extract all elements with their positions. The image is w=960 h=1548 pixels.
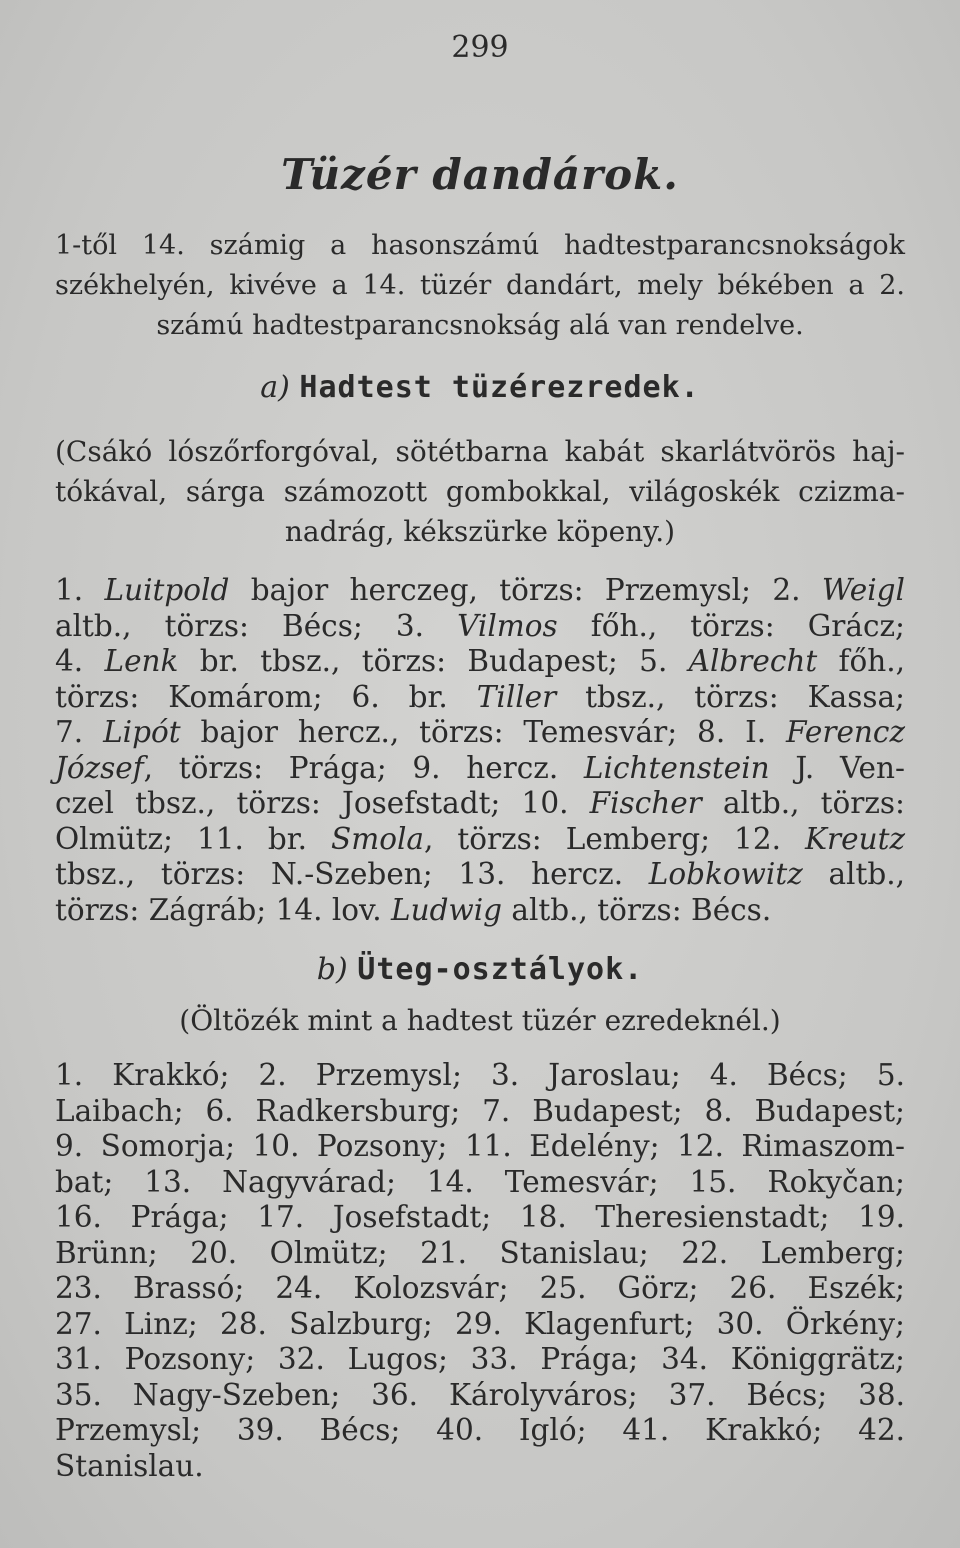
regiment-line (55, 786, 905, 822)
battery-line: 27. Linz; 28. Salzburg; 29. Klagenfurt; 30. Örkény; (55, 1306, 905, 1341)
text-run: tbsz., törzs: N.-Szeben; 13. hercz. (55, 857, 649, 891)
text-run: bajor hercz., törzs: Temesvár; 8. I. (180, 715, 787, 749)
intro-line: számú hadtestparancsnokság alá van rendelve. (156, 310, 804, 341)
intro-line: 1-től 14. számig a hasonszámú hadtestparancsnokságok (55, 230, 905, 261)
battery-line: 35. Nagy-Szeben; 36. Károlyváros; 37. Bécs; 38. (55, 1377, 905, 1412)
battery-line: 9. Somorja; 10. Pozsony; 11. Edelény; 12. Rimaszom- (55, 1129, 905, 1163)
text-run: főh., (817, 644, 905, 678)
name-run: Tiller (476, 679, 557, 714)
section-b-marker: b) (316, 952, 348, 987)
name-run: Fischer (589, 786, 702, 820)
name-run: Lobkowitz (648, 857, 803, 891)
name-run: Ludwig (390, 892, 503, 927)
battery-line: bat; 13. Nagyvárad; 14. Temesvár; 15. Rokyčan; (55, 1164, 905, 1199)
regiment-list (55, 573, 905, 928)
description-line: tókával, sárga számozott gombokkal, világoskék czizma- (55, 475, 905, 508)
description-line: (Csákó lószőrforgóval, sötétbarna kabát skarlátvörös haj- (55, 435, 905, 468)
regiment-line (55, 644, 905, 680)
text-run: , törzs: Prága; 9. hercz. (143, 750, 584, 785)
battery-line: 16. Prága; 17. Josefstadt; 18. Theresienstadt; 19. (55, 1200, 905, 1234)
text-run: főh., törzs: Grácz; (557, 608, 905, 643)
name-run: Kreutz (805, 821, 905, 856)
name-run: Luitpold (104, 573, 230, 607)
name-run: Ferencz (786, 715, 905, 749)
battery-line: Stanislau. (55, 1448, 204, 1483)
text-run: bajor herczeg, törzs: Przemysl; 2. (229, 573, 822, 607)
regiment-line (55, 893, 905, 929)
name-run: Albrecht (688, 644, 818, 678)
section-b-heading (0, 952, 960, 987)
text-run: tbsz., törzs: Kassa; (556, 679, 905, 714)
description-line: nadrág, kékszürke köpeny.) (284, 515, 676, 548)
text-run: altb., (802, 857, 905, 891)
text-run: , törzs: Lemberg; 12. (424, 821, 805, 856)
battery-line: Brünn; 20. Olmütz; 21. Stanislau; 22. Lemberg; (55, 1235, 905, 1270)
text-run: br. tbsz., törzs: Budapest; 5. (178, 644, 689, 678)
regiment-line (55, 573, 905, 609)
battery-line: Laibach; 6. Radkersburg; 7. Budapest; 8. Budapest; (55, 1093, 905, 1128)
battery-line: Przemysl; 39. Bécs; 40. Igló; 41. Krakkó; 42. (55, 1413, 905, 1447)
section-a-heading (0, 370, 960, 405)
text-run: J. Ven- (769, 750, 905, 785)
text-run: Olmütz; 11. br. (55, 821, 332, 856)
regiment-line (55, 680, 905, 716)
text-run: törzs: Komárom; 6. br. (55, 679, 477, 714)
section-a-marker: a) (260, 370, 290, 405)
section-a-description (55, 432, 905, 552)
regiment-line (55, 822, 905, 858)
battery-line: 31. Pozsony; 32. Lugos; 33. Prága; 34. Königgrätz; (55, 1342, 905, 1376)
note-line: (Öltözék mint a hadtest tüzér ezredeknél.) (179, 1004, 781, 1037)
name-run: Weigl (821, 573, 905, 607)
text-run: czel tbsz., törzs: Josefstadt; 10. (55, 786, 590, 820)
page-title: Tüzér dandárok. (281, 150, 679, 199)
name-run: Lichtenstein (583, 750, 770, 785)
text-run: altb., törzs: Bécs. (502, 892, 772, 927)
section-b-note (55, 1003, 905, 1039)
section-b-title: Üteg-osztályok. (357, 952, 644, 987)
name-run: József (55, 750, 144, 785)
regiment-line (55, 751, 905, 787)
text-run: 7. (55, 715, 104, 749)
text-run: altb., törzs: (701, 786, 905, 820)
intro-paragraph (55, 226, 905, 346)
text-run: altb., törzs: Bécs; 3. (55, 608, 458, 643)
name-run: Lenk (104, 644, 179, 678)
text-run: 4. (55, 644, 105, 678)
name-run: Vilmos (457, 608, 558, 643)
regiment-line (55, 857, 905, 893)
page-number: 299 (451, 30, 509, 65)
intro-line: székhelyén, kivéve a 14. tüzér dandárt, mely békében a 2. (55, 270, 905, 301)
name-run: Smola (331, 821, 424, 856)
section-a-title: Hadtest tüzérezredek. (299, 370, 700, 405)
battery-list (55, 1058, 905, 1484)
battery-line: 1. Krakkó; 2. Przemysl; 3. Jaroslau; 4. Bécs; 5. (55, 1058, 905, 1092)
regiment-line (55, 609, 905, 645)
text-run: 1. (55, 573, 105, 607)
battery-line: 23. Brassó; 24. Kolozsvár; 25. Görz; 26. Eszék; (55, 1271, 905, 1305)
text-run: törzs: Zágráb; 14. lov. (55, 892, 391, 927)
name-run: Lipót (103, 715, 181, 749)
regiment-line (55, 715, 905, 751)
